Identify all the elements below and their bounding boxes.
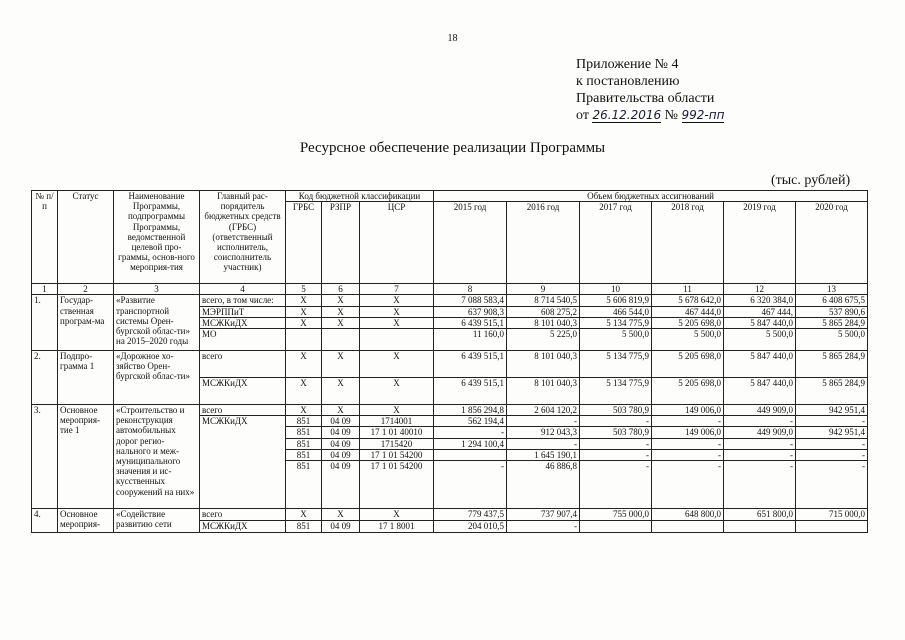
cell-value: - <box>580 416 652 427</box>
cell-rzpr: Х <box>322 317 360 328</box>
cell-value: - <box>724 438 796 449</box>
row-admin: всего <box>200 351 286 378</box>
col-num: 9 <box>507 284 580 295</box>
cell-value: - <box>507 521 580 533</box>
cell-value: 6 439 515,1 <box>434 378 507 405</box>
header-year-2018: 2018 год <box>652 202 724 284</box>
row-name: «Строительство и реконструкция автомобильных дорог регио-нального и меж-муниципального значения и ис-кусственных сооружений на них» <box>114 405 200 509</box>
cell-value: 1 645 190,1 <box>507 449 580 460</box>
cell-value: 537 890,6 <box>796 306 868 317</box>
cell-value: 6 408 675,5 <box>796 295 868 306</box>
cell-grbs: 851 <box>286 416 322 427</box>
cell-csr: 1715420 <box>360 438 434 449</box>
cell-value: 5 678 642,0 <box>652 295 724 306</box>
cell-rzpr: Х <box>322 306 360 317</box>
row-status: Подпро-грамма 1 <box>58 351 114 405</box>
cell-value: 6 439 515,1 <box>434 317 507 328</box>
table-row <box>32 405 868 416</box>
cell-value <box>796 521 868 533</box>
cell-rzpr: Х <box>322 351 360 378</box>
cell-value: - <box>507 416 580 427</box>
cell-grbs: Х <box>286 317 322 328</box>
cell-grbs: Х <box>286 378 322 405</box>
cell-value: 5 865 284,9 <box>796 317 868 328</box>
cell-csr: Х <box>360 295 434 306</box>
col-num: 2 <box>58 284 114 295</box>
cell-value: 5 134 775,9 <box>580 378 652 405</box>
column-number-row <box>32 284 868 295</box>
cell-rzpr: 04 09 <box>322 461 360 509</box>
cell-value: 5 205 698,0 <box>652 378 724 405</box>
cell-value: 5 225,0 <box>507 329 580 351</box>
cell-value: 5 847 440,0 <box>724 351 796 378</box>
cell-value <box>652 521 724 533</box>
cell-value: 5 134 775,9 <box>580 351 652 378</box>
appendix-block <box>576 56 724 124</box>
cell-rzpr: Х <box>322 405 360 416</box>
col-num: 12 <box>724 284 796 295</box>
budget-table <box>31 190 868 533</box>
cell-value: 467 444, <box>724 306 796 317</box>
row-status: Основное мероприя- <box>58 509 114 533</box>
table-row <box>32 351 868 378</box>
col-num: 3 <box>114 284 200 295</box>
cell-value: - <box>796 438 868 449</box>
cell-value: 608 275,2 <box>507 306 580 317</box>
document-title: Ресурсное обеспечение реализации Программы <box>299 140 606 156</box>
row-admin: МСЖКиДХ <box>200 378 286 405</box>
cell-value: 5 865 284,9 <box>796 351 868 378</box>
row-no: 3. <box>32 405 58 509</box>
cell-value: - <box>652 461 724 509</box>
cell-value: - <box>652 449 724 460</box>
row-admin: всего, в том числе: <box>200 295 286 306</box>
col-num: 1 <box>32 284 58 295</box>
col-num: 4 <box>200 284 286 295</box>
cell-value: 6 320 384,0 <box>724 295 796 306</box>
cell-value: 8 101 040,3 <box>507 317 580 328</box>
cell-value: 912 043,3 <box>507 427 580 438</box>
col-num: 11 <box>652 284 724 295</box>
cell-value: - <box>580 461 652 509</box>
units-label: (тыс. рублей) <box>771 173 851 188</box>
cell-value: - <box>724 416 796 427</box>
cell-rzpr: Х <box>322 295 360 306</box>
col-num: 8 <box>434 284 507 295</box>
cell-value: - <box>724 461 796 509</box>
cell-grbs: 851 <box>286 449 322 460</box>
cell-value: 5 205 698,0 <box>652 317 724 328</box>
cell-value: 5 134 775,9 <box>580 317 652 328</box>
cell-value: 779 437,5 <box>434 509 507 521</box>
cell-value: 5 606 819,9 <box>580 295 652 306</box>
row-no: 4. <box>32 509 58 533</box>
cell-csr: Х <box>360 405 434 416</box>
cell-csr <box>360 329 434 351</box>
header-rzpr: РЗПР <box>322 202 360 284</box>
cell-value: 8 101 040,3 <box>507 378 580 405</box>
cell-value: 715 000,0 <box>796 509 868 521</box>
col-num: 10 <box>580 284 652 295</box>
cell-value <box>724 521 796 533</box>
row-admin: всего <box>200 405 286 416</box>
cell-value: 449 909,0 <box>724 405 796 416</box>
date-prefix: от <box>576 108 589 123</box>
header-status: Статус <box>58 191 114 284</box>
handwritten-date: 26.12.2016 <box>592 108 662 122</box>
cell-value <box>434 449 507 460</box>
handwritten-number: 992-пп <box>681 108 725 122</box>
cell-value: - <box>796 461 868 509</box>
table-row <box>32 509 868 521</box>
row-no: 2. <box>32 351 58 405</box>
cell-value: 149 006,0 <box>652 405 724 416</box>
cell-csr: Х <box>360 378 434 405</box>
appendix-line-1: Приложение № 4 <box>576 57 679 72</box>
cell-value: - <box>580 438 652 449</box>
cell-value: 467 444,0 <box>652 306 724 317</box>
cell-value: 466 544,0 <box>580 306 652 317</box>
cell-value: 8 714 540,5 <box>507 295 580 306</box>
cell-csr: 17 1 01 40010 <box>360 427 434 438</box>
cell-rzpr: 04 09 <box>322 438 360 449</box>
cell-csr: 17 1 01 54200 <box>360 461 434 509</box>
cell-value: 204 010,5 <box>434 521 507 533</box>
cell-rzpr <box>322 329 360 351</box>
row-name: «Дорожное хо-зяйство Орен-бургской облас-ти» <box>114 351 200 405</box>
cell-value: 6 439 515,1 <box>434 351 507 378</box>
appendix-line-2: к постановлению <box>576 74 680 89</box>
row-admin: МЭРППиТ <box>200 306 286 317</box>
cell-value: 7 088 583,4 <box>434 295 507 306</box>
header-csr: ЦСР <box>360 202 434 284</box>
header-name: Наименование Программы, подпрограммы Программы, ведомственной целевой про-граммы, основ-ного мероприя-тия <box>114 191 200 284</box>
cell-value: - <box>434 461 507 509</box>
cell-grbs: Х <box>286 509 322 521</box>
cell-grbs: 851 <box>286 461 322 509</box>
cell-value: 5 205 698,0 <box>652 351 724 378</box>
row-admin: всего <box>200 509 286 521</box>
cell-value: - <box>652 438 724 449</box>
appendix-date-line <box>576 107 724 124</box>
row-status: Государ-ственная програм-ма <box>58 295 114 351</box>
cell-csr: Х <box>360 351 434 378</box>
cell-csr: 17 1 8001 <box>360 521 434 533</box>
table-row <box>32 295 868 306</box>
cell-value: 5 500,0 <box>796 329 868 351</box>
cell-value: 5 500,0 <box>580 329 652 351</box>
cell-value: - <box>796 416 868 427</box>
cell-grbs: 851 <box>286 438 322 449</box>
cell-grbs: Х <box>286 306 322 317</box>
cell-csr: Х <box>360 306 434 317</box>
cell-grbs: Х <box>286 405 322 416</box>
header-admin: Главный рас-порядитель бюджетных средств (ГРБС) (ответственный исполнитель, соисполнитель участник) <box>200 191 286 284</box>
cell-value: - <box>796 449 868 460</box>
row-admin: МСЖКиДХ <box>200 416 286 509</box>
cell-value: 1 294 100,4 <box>434 438 507 449</box>
cell-grbs: 851 <box>286 427 322 438</box>
cell-rzpr: Х <box>322 378 360 405</box>
cell-value: 651 800,0 <box>724 509 796 521</box>
cell-value: 5 847 440,0 <box>724 378 796 405</box>
header-volume-group: Объем бюджетных ассигнований <box>434 191 868 202</box>
cell-value: 737 907,4 <box>507 509 580 521</box>
cell-grbs: Х <box>286 351 322 378</box>
cell-value: - <box>507 438 580 449</box>
header-year-2017: 2017 год <box>580 202 652 284</box>
header-year-2015: 2015 год <box>434 202 507 284</box>
cell-value: 5 865 284,9 <box>796 378 868 405</box>
number-prefix: № <box>664 108 679 123</box>
col-num: 5 <box>286 284 322 295</box>
cell-rzpr: 04 09 <box>322 416 360 427</box>
header-code-group: Код бюджетной классификации <box>286 191 434 202</box>
cell-value: 503 780,9 <box>580 405 652 416</box>
header-year-2016: 2016 год <box>507 202 580 284</box>
cell-grbs <box>286 329 322 351</box>
cell-rzpr: 04 09 <box>322 427 360 438</box>
row-name: «Развитие транспортной системы Орен-бургской облас-ти» на 2015–2020 годы <box>114 295 200 351</box>
cell-grbs: 851 <box>286 521 322 533</box>
row-name: «Содействие развитию сети <box>114 509 200 533</box>
header-year-2019: 2019 год <box>724 202 796 284</box>
cell-value <box>580 521 652 533</box>
cell-value: 503 780,9 <box>580 427 652 438</box>
cell-rzpr: 04 09 <box>322 449 360 460</box>
cell-value: - <box>434 427 507 438</box>
row-no: 1. <box>32 295 58 351</box>
cell-rzpr: Х <box>322 509 360 521</box>
cell-value: 2 604 120,2 <box>507 405 580 416</box>
cell-value: 637 908,3 <box>434 306 507 317</box>
cell-value: 648 800,0 <box>652 509 724 521</box>
cell-value: 5 847 440,0 <box>724 317 796 328</box>
cell-value: 46 886,8 <box>507 461 580 509</box>
cell-value: 149 006,0 <box>652 427 724 438</box>
cell-value: 1 856 294,8 <box>434 405 507 416</box>
cell-value: - <box>580 449 652 460</box>
header-year-2020: 2020 год <box>796 202 868 284</box>
cell-value: - <box>724 449 796 460</box>
cell-value: 942 951,4 <box>796 427 868 438</box>
cell-value: 5 500,0 <box>724 329 796 351</box>
cell-csr: 17 1 01 54200 <box>360 449 434 460</box>
cell-value: - <box>652 416 724 427</box>
col-num: 13 <box>796 284 868 295</box>
cell-value: 449 909,0 <box>724 427 796 438</box>
col-num: 7 <box>360 284 434 295</box>
cell-csr: 1714001 <box>360 416 434 427</box>
cell-value: 11 160,0 <box>434 329 507 351</box>
col-num: 6 <box>322 284 360 295</box>
header-grbs: ГРБС <box>286 202 322 284</box>
cell-grbs: Х <box>286 295 322 306</box>
row-admin: МО <box>200 329 286 351</box>
appendix-line-3: Правительства области <box>576 91 715 106</box>
row-admin: МСЖКиДХ <box>200 317 286 328</box>
cell-value: 942 951,4 <box>796 405 868 416</box>
cell-value: 5 500,0 <box>652 329 724 351</box>
cell-value: 8 101 040,3 <box>507 351 580 378</box>
cell-csr: Х <box>360 317 434 328</box>
cell-value: 562 194,4 <box>434 416 507 427</box>
cell-csr: Х <box>360 509 434 521</box>
page-number: 18 <box>447 33 458 44</box>
row-status: Основное мероприя-тие 1 <box>58 405 114 509</box>
cell-rzpr: 04 09 <box>322 521 360 533</box>
table-header-row <box>32 191 868 202</box>
cell-value: 755 000,0 <box>580 509 652 521</box>
row-admin: МСЖКиДХ <box>200 521 286 533</box>
header-no: № п/п <box>32 191 58 284</box>
